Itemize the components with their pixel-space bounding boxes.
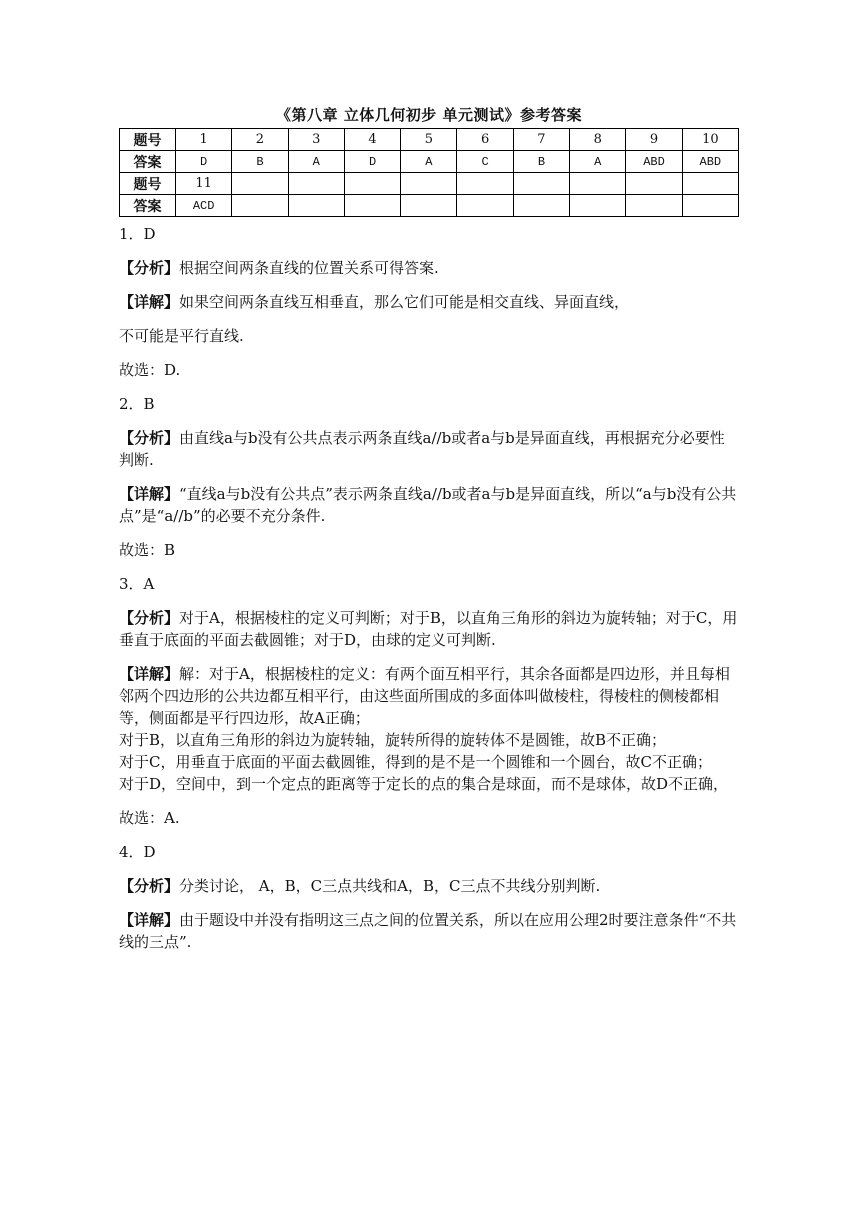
row-label: 答案 (120, 195, 176, 217)
question-1-analysis: 【分析】根据空间两条直线的位置关系可得答案. (119, 259, 439, 277)
row-label: 答案 (120, 151, 176, 173)
table-cell (513, 195, 569, 217)
question-1-choice: 故选：D. (119, 361, 181, 379)
question-2-analysis: 【分析】由直线a与b没有公共点表示两条直线a//b或者a与b是异面直线，再根据充分必要性判断. (119, 429, 725, 469)
table-cell: 11 (176, 173, 232, 195)
answer-document (119, 100, 739, 953)
table-cell (344, 173, 400, 195)
row-label: 题号 (120, 129, 176, 151)
table-cell: 10 (682, 129, 738, 151)
table-cell: 4 (344, 129, 400, 151)
table-cell: B (513, 151, 569, 173)
question-2-detail: 【详解】“直线a与b没有公共点”表示两条直线a//b或者a与b是异面直线，所以“a与b没有公共点”是“a//b”的必要不充分条件. (119, 485, 737, 525)
table-cell (288, 195, 344, 217)
table-cell: 7 (513, 129, 569, 151)
table-cell (570, 195, 626, 217)
table-cell: 5 (401, 129, 457, 151)
row-label: 题号 (120, 173, 176, 195)
document-title: 《第八章 立体几何初步 单元测试》参考答案 (276, 106, 582, 124)
table-cell (401, 195, 457, 217)
question-3-detail-b: 对于B，以直角三角形的斜边为旋转轴，旋转所得的旋转体不是圆锥，故B不正确； (119, 731, 667, 749)
question-3-detail: 【详解】解：对于A，根据棱柱的定义：有两个面互相平行，其余各面都是四边形，并且每相邻两个四边形的公共边都互相平行，由这些面所围成的多面体叫做棱柱，得棱柱的侧棱都相等，侧面都是平行四边形，故A正确； (119, 665, 730, 727)
table-cell: A (401, 151, 457, 173)
table-row (120, 151, 739, 173)
question-3-choice: 故选：A. (119, 809, 180, 827)
table-cell: D (344, 151, 400, 173)
question-4-detail: 【详解】由于题设中并没有指明这三点之间的位置关系，所以在应用公理2时要注意条件“不共线的三点”. (119, 911, 737, 951)
table-cell (344, 195, 400, 217)
question-2-heading: 2．B (119, 395, 155, 413)
table-cell: 3 (288, 129, 344, 151)
table-cell (232, 173, 288, 195)
answer-table (119, 128, 739, 217)
question-1-heading: 1．D (119, 225, 156, 243)
table-row (120, 129, 739, 151)
table-cell: 8 (570, 129, 626, 151)
table-row (120, 173, 739, 195)
table-cell: D (176, 151, 232, 173)
table-cell: ABD (626, 151, 682, 173)
table-cell (288, 173, 344, 195)
table-cell: A (288, 151, 344, 173)
question-2-choice: 故选：B (119, 541, 176, 559)
question-3-detail-c: 对于C，用垂直于底面的平面去截圆锥，得到的是不是一个圆锥和一个圆台，故C不正确； (119, 753, 712, 771)
table-cell: 2 (232, 129, 288, 151)
table-cell (457, 195, 513, 217)
question-3-detail-d: 对于D，空间中，到一个定点的距离等于定长的点的集合是球面，而不是球体，故D不正确， (119, 775, 729, 793)
table-cell (513, 173, 569, 195)
table-cell: ABD (682, 151, 738, 173)
table-cell: 1 (176, 129, 232, 151)
table-cell (626, 173, 682, 195)
table-cell (626, 195, 682, 217)
table-cell (570, 173, 626, 195)
question-4-heading: 4．D (119, 843, 156, 861)
question-3-analysis: 【分析】对于A，根据棱柱的定义可判断；对于B，以直角三角形的斜边为旋转轴；对于C，用垂直于底面的平面去截圆锥；对于D，由球的定义可判断. (119, 609, 738, 649)
table-cell: C (457, 151, 513, 173)
question-3-heading: 3．A (119, 575, 155, 593)
table-cell (682, 173, 738, 195)
table-cell (682, 195, 738, 217)
table-cell: 6 (457, 129, 513, 151)
question-4-analysis: 【分析】分类讨论， A，B，C三点共线和A，B，C三点不共线分别判断. (119, 877, 601, 895)
table-cell (232, 195, 288, 217)
table-cell (457, 173, 513, 195)
table-cell: A (570, 151, 626, 173)
question-1-detail: 【详解】如果空间两条直线互相垂直，那么它们可能是相交直线、异面直线， (119, 293, 630, 311)
table-cell (401, 173, 457, 195)
question-1-detail-cont: 不可能是平行直线. (119, 327, 244, 345)
table-cell: 9 (626, 129, 682, 151)
table-cell: ACD (176, 195, 232, 217)
table-cell: B (232, 151, 288, 173)
table-row (120, 195, 739, 217)
